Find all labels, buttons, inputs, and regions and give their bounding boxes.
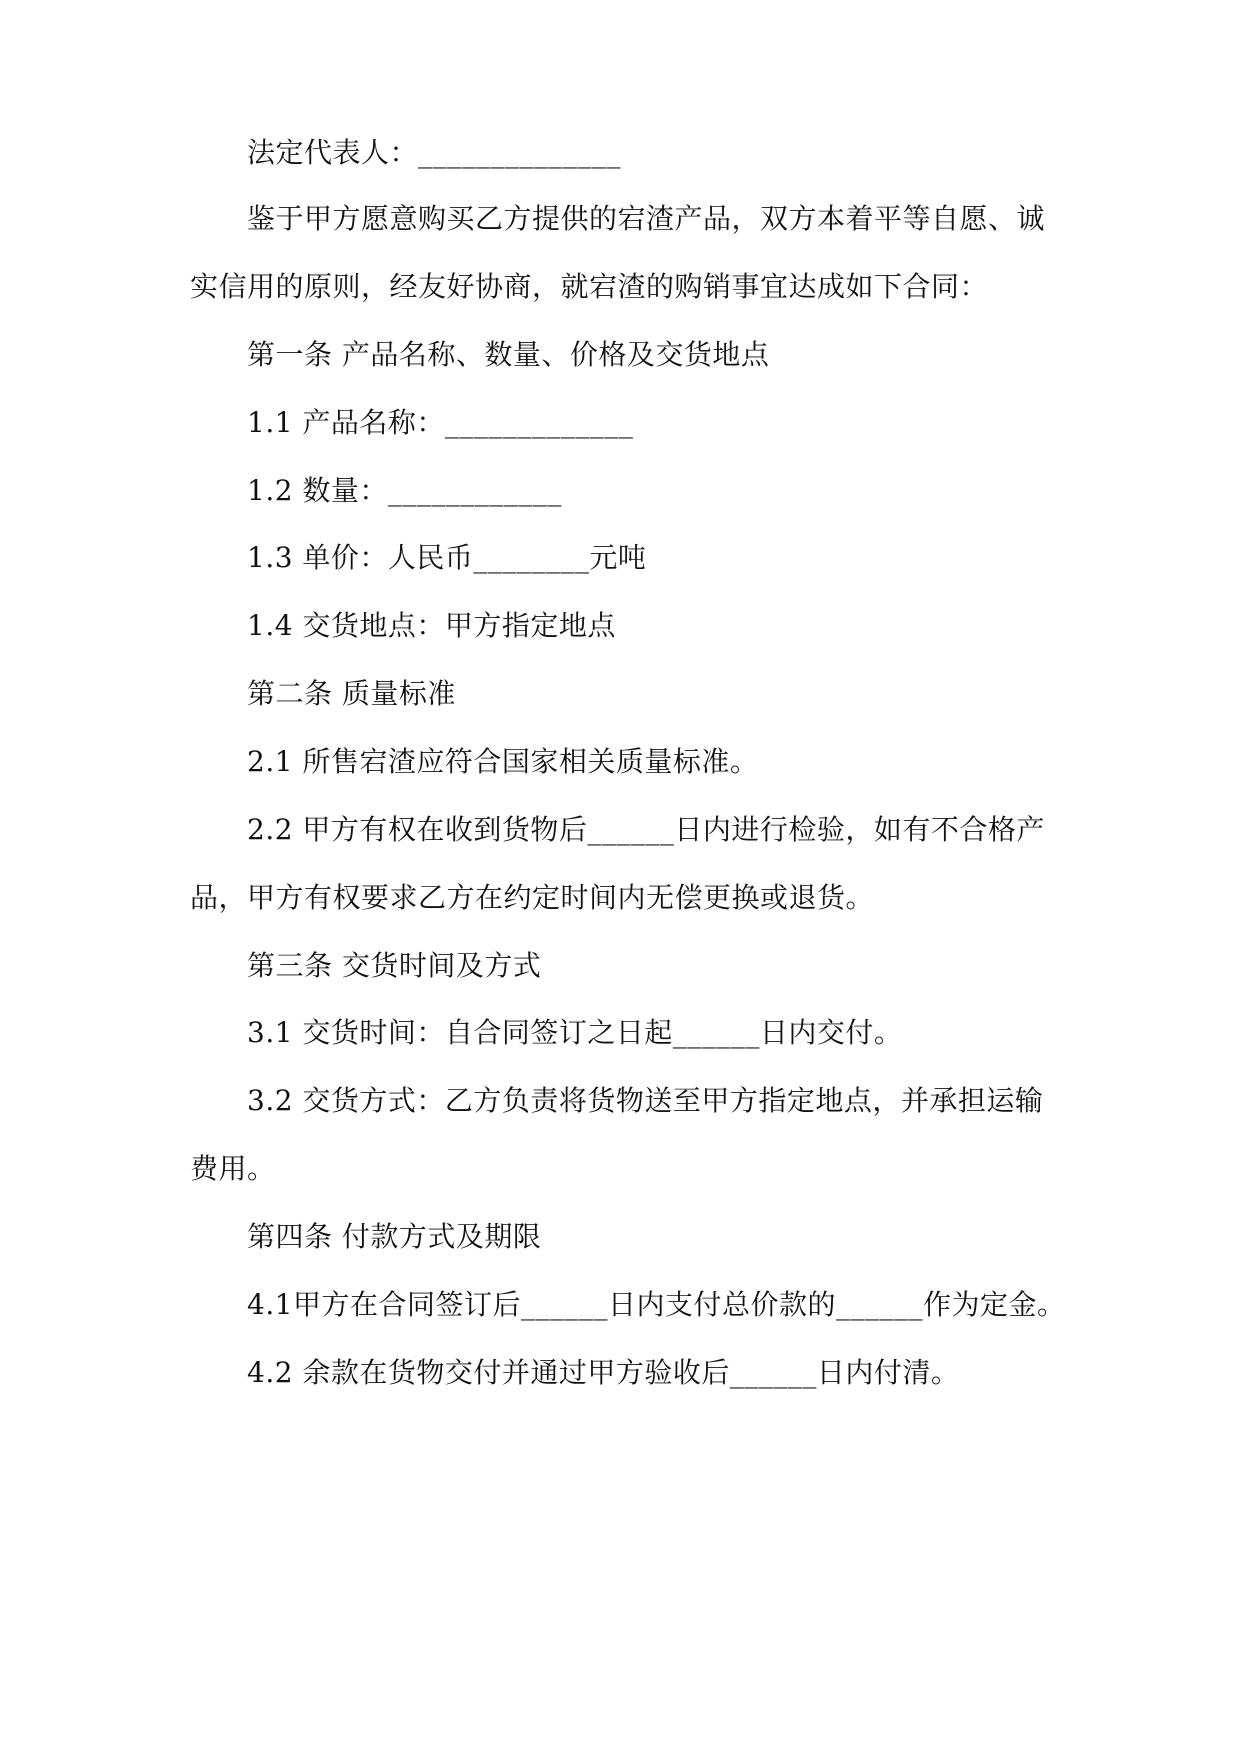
- preamble-line-2: 实信用的原则，经友好协商，就宕渣的购销事宜达成如下合同：: [190, 270, 989, 303]
- clause-4-1: 4.1甲方在合同签订后______日内支付总价款的______作为定金。: [247, 1288, 1066, 1321]
- clause-2-2-line-1: 2.2 甲方有权在收到货物后______日内进行检验，如有不合格产: [247, 813, 1045, 846]
- legal-representative-line: 法定代表人：______________: [247, 136, 622, 169]
- clause-3-2-line-1: 3.2 交货方式：乙方负责将货物送至甲方指定地点，并承担运输: [247, 1084, 1044, 1117]
- article-3-heading: 第三条 交货时间及方式: [247, 949, 542, 982]
- clause-3-2-line-2: 费用。: [190, 1152, 276, 1185]
- clause-3-1: 3.1 交货时间：自合同签订之日起______日内交付。: [247, 1016, 903, 1049]
- clause-1-1: 1.1 产品名称：_____________: [247, 406, 634, 439]
- clause-1-4: 1.4 交货地点：甲方指定地点: [247, 609, 616, 642]
- clause-2-1: 2.1 所售宕渣应符合国家相关质量标准。: [247, 745, 759, 778]
- article-2-heading: 第二条 质量标准: [247, 677, 456, 710]
- clause-2-2-line-2: 品，甲方有权要求乙方在约定时间内无偿更换或退货。: [190, 881, 875, 914]
- clause-1-3: 1.3 单价：人民币________元吨: [247, 541, 647, 574]
- clause-1-2: 1.2 数量：____________: [247, 474, 562, 507]
- article-4-heading: 第四条 付款方式及期限: [247, 1220, 542, 1253]
- preamble-line-1: 鉴于甲方愿意购买乙方提供的宕渣产品，双方本着平等自愿、诚: [247, 202, 1046, 235]
- clause-4-2: 4.2 余款在货物交付并通过甲方验收后______日内付清。: [247, 1356, 960, 1389]
- article-1-heading: 第一条 产品名称、数量、价格及交货地点: [247, 338, 770, 371]
